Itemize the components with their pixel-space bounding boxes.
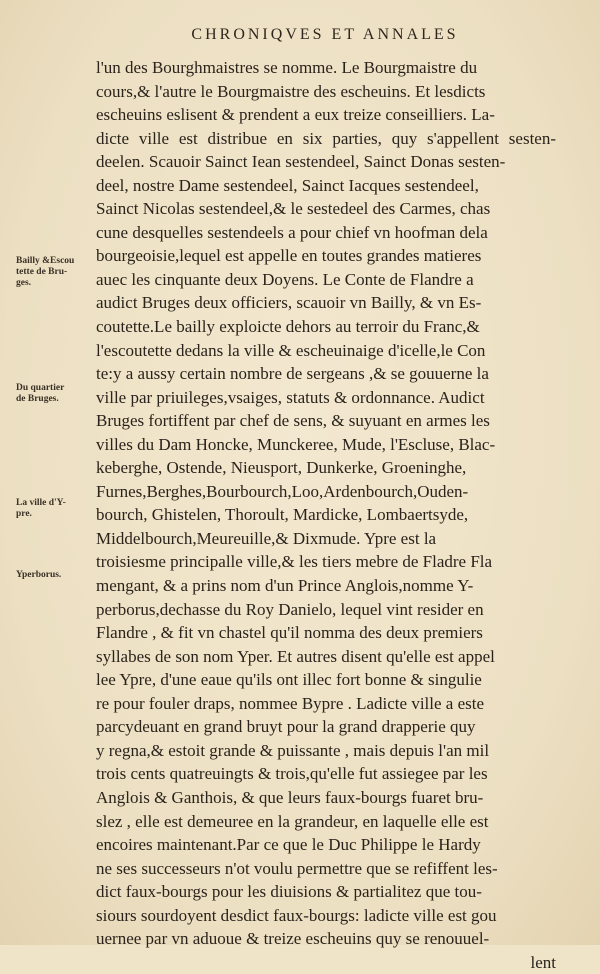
text-line: perborus,dechasse du Roy Danielo, lequel vint resider en — [96, 599, 484, 619]
text-line: escheuins eslisent & prendent a eux treize conseilliers. La- — [96, 105, 495, 125]
main-text-block — [96, 56, 556, 974]
text-line: Anglois & Ganthois, & que leurs faux-bourgs fuaret bru- — [96, 787, 484, 807]
margin-note-line: tette de Bru- — [16, 267, 68, 277]
text-line: coutette.Le bailly exploicte dehors au terroir du Franc,& — [96, 317, 480, 337]
text-line: deelen. Scauoir Sainct Iean sestendeel, Sainct Donas sesten- — [96, 152, 506, 172]
text-line: syllabes de son nom Yper. Et autres disent qu'elle est appel — [96, 646, 495, 666]
text-line: ne ses successeurs n'ot voulu permettre que se refiffent les- — [96, 858, 498, 878]
text-line: Flandre , & fit vn chastel qu'il nomma des deux premiers — [96, 623, 483, 643]
text-line: Furnes,Berghes,Bourbourch,Loo,Ardenbourch,Ouden- — [96, 481, 469, 501]
text-line: Bruges fortiffent par chef de sens, & suyuant en armes les — [96, 411, 490, 431]
text-line: deel, nostre Dame sestendeel, Sainct Iacques sestendeel, — [96, 175, 479, 195]
text-line: villes du Dam Honcke, Munckeree, Mude, l'Escluse, Blac- — [96, 434, 496, 454]
text-line: lent — [530, 952, 556, 972]
margin-note-line: Du quartier — [16, 383, 65, 393]
text-line: l'un des Bourghmaistres se nomme. Le Bourgmaistre du — [96, 58, 478, 77]
text-line: dict faux-bourgs pour les diuisions & partialitez que tou- — [96, 882, 482, 902]
margin-note-yperborus — [16, 570, 96, 581]
text-line: Sainct Nicolas sestendeel,& le sestedeel des Carmes, chas — [96, 199, 491, 219]
margin-note-line: Bailly &Escou — [16, 256, 75, 266]
margin-note-line: La ville d'Y- — [16, 498, 66, 508]
margin-note-line: de Bruges. — [16, 394, 59, 404]
text-line: audict Bruges deux officiers, scauoir vn Bailly, & vn Es- — [96, 293, 482, 313]
text-line: Middelbourch,Meureuille,& Dixmude. Ypre est la — [96, 528, 437, 548]
margin-note-line: Yperborus. — [16, 570, 62, 580]
margin-note-bailly — [16, 256, 96, 289]
text-line: slez , elle est demeuree en la grandeur, en laquelle elle est — [96, 811, 489, 831]
text-line: trois cents quatreuingts & trois,qu'elle fut assiegee par les — [96, 764, 488, 784]
margin-note-ypre — [16, 498, 96, 520]
text-line: dicte ville est distribue en six parties, quy s'appellent sesten- — [96, 128, 556, 148]
text-line: encoires maintenant.Par ce que le Duc Philippe le Hardy — [96, 835, 481, 855]
text-line: l'escoutette dedans la ville & escheuinaige d'icelle,le Con — [96, 340, 486, 360]
text-line: auec les cinquante deux Doyens. Le Conte de Flandre a — [96, 269, 474, 289]
text-line: siours sourdoyent desdict faux-bourgs: ladicte ville est gou — [96, 905, 497, 925]
text-line: y regna,& estoit grande & puissante , mais depuis l'an mil — [96, 740, 490, 760]
text-line: te:y a aussy certain nombre de sergeans ,& se gouuerne la — [96, 364, 489, 384]
margin-note-line: pre. — [16, 509, 32, 519]
text-line: keberghe, Ostende, Nieusport, Dunkerke, Groeninghe, — [96, 458, 467, 478]
text-line: mengant, & a prins nom d'un Prince Anglois,nomme Y- — [96, 576, 474, 596]
text-line: troisiesme principalle ville,& les tiers mebre de Fladre Fla — [96, 552, 493, 572]
margin-note-line: ges. — [16, 278, 32, 288]
running-title: CHRONIQVES ET ANNALES — [191, 26, 459, 43]
text-line: bourgeoisie,lequel est appelle en toutes grandes matieres — [96, 246, 482, 266]
text-line: re pour fouler draps, nommee Bypre . Ladicte ville a este — [96, 693, 485, 713]
text-line: bourch, Ghistelen, Thoroult, Mardicke, Lombaertsyde, — [96, 505, 469, 525]
text-line: cours,& l'autre le Bourgmaistre des escheuins. Et lesdicts — [96, 81, 486, 101]
text-line: uernee par vn aduoue & treize escheuins quy se renouuel- — [96, 929, 490, 949]
text-line: ville par priuileges,vsaiges, statuts & ordonnance. Audict — [96, 387, 485, 407]
text-line: lee Ypre, d'une eaue qu'ils ont illec fort bonne & singulie — [96, 670, 482, 690]
margin-note-quartier — [16, 383, 96, 405]
text-line: cune desquelles sestendeels a pour chief vn hoofman dela — [96, 222, 488, 242]
text-line: parcydeuant en grand bruyt pour la grand drapperie quy — [96, 717, 476, 737]
